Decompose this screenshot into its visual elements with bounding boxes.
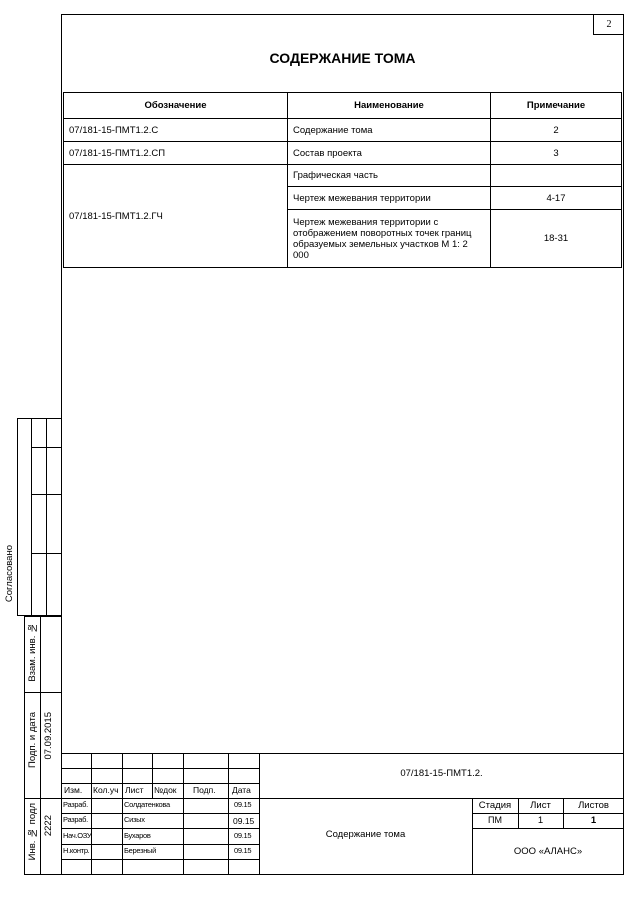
divider [183,753,184,875]
divider [40,616,41,875]
replaced-inv-label: Взам. инв. № [27,622,38,682]
name-cell: Графическая часть [288,165,491,187]
note-cell: 18-31 [491,210,622,268]
sign-date-label: Подп. и дата [27,712,38,768]
table-row [64,165,622,187]
divider [31,494,62,495]
designation-cell: 07/181-15-ПМТ1.2.СП [64,142,288,165]
note-cell: 2 [491,119,622,142]
person-name: Березный [124,846,157,855]
col-data: Дата [232,785,251,795]
person-date: 09.15 [234,831,252,840]
inv-orig-label: Инв. № подл [27,803,38,861]
role-label: Разраб. [63,815,88,824]
sheet-label: Лист [530,800,551,811]
stamp-top-line [61,753,624,754]
inv-orig-value: 2222 [43,815,54,837]
divider [122,753,123,875]
table-row [64,142,622,165]
person-name: Бухаров [124,831,151,840]
name-cell: Состав проекта [288,142,491,165]
divider [61,783,259,784]
name-cell: Содержание тома [288,119,491,142]
col-koluch: Кол.уч [93,785,119,795]
note-cell: 4-17 [491,187,622,210]
col-ndok: №док [154,785,177,795]
table-row [64,119,622,142]
agreed-label: Согласовано [4,545,15,603]
header-designation: Обозначение [64,93,288,119]
divider [61,828,259,829]
table-header-row [64,93,622,119]
person-date: 09.15 [233,816,255,826]
divider [228,753,229,875]
divider [31,447,62,448]
sign-date-value: 07.09.2015 [43,712,54,760]
divider [61,844,259,845]
header-name: Наименование [288,93,491,119]
note-cell: 3 [491,142,622,165]
sheet-value: 1 [537,815,544,826]
note-cell [491,165,622,187]
sheets-label: Листов [578,800,609,811]
col-podp: Подп. [193,785,216,795]
organization: ООО «АЛАНС» [513,846,583,857]
divider [61,768,259,769]
divider [24,692,62,693]
role-label: Нач.ОЗУ [63,831,92,840]
header-note: Примечание [491,93,622,119]
divider [472,828,624,829]
stage-value: ПМ [488,815,502,825]
name-cell: Чертеж межевания территории [288,187,491,210]
divider [61,859,259,860]
sheet-number: 2 [593,14,624,35]
person-date: 09.15 [234,800,252,809]
divider [31,553,62,554]
name-cell: Чертеж межевания территории с отображением поворотных точек границ образуемых земельных участков М 1: 2 000 [288,210,491,268]
document-code: 07/181-15-ПМТ1.2. [400,768,483,779]
person-name: Солдатенкова [124,800,170,809]
page-title: СОДЕРЖАНИЕ ТОМА [269,50,416,66]
sheets-value: 1 [590,815,597,826]
stage-label: Стадия [478,800,512,811]
role-label: Н.контр. [63,846,90,855]
person-name: Сизых [124,815,145,824]
divider [24,798,62,799]
doc-name: Содержание тома [325,829,406,840]
person-date: 09.15 [234,846,252,855]
divider [91,753,92,875]
col-list: Лист [125,785,144,795]
contents-table [63,92,622,268]
designation-cell: 07/181-15-ПМТ1.2.С [64,119,288,142]
designation-cell: 07/181-15-ПМТ1.2.ГЧ [64,165,288,268]
stamp-mid-line [61,798,624,799]
divider [472,813,624,814]
role-label: Разраб. [63,800,88,809]
divider [152,753,153,798]
col-izm: Изм. [64,785,83,795]
divider [61,813,259,814]
